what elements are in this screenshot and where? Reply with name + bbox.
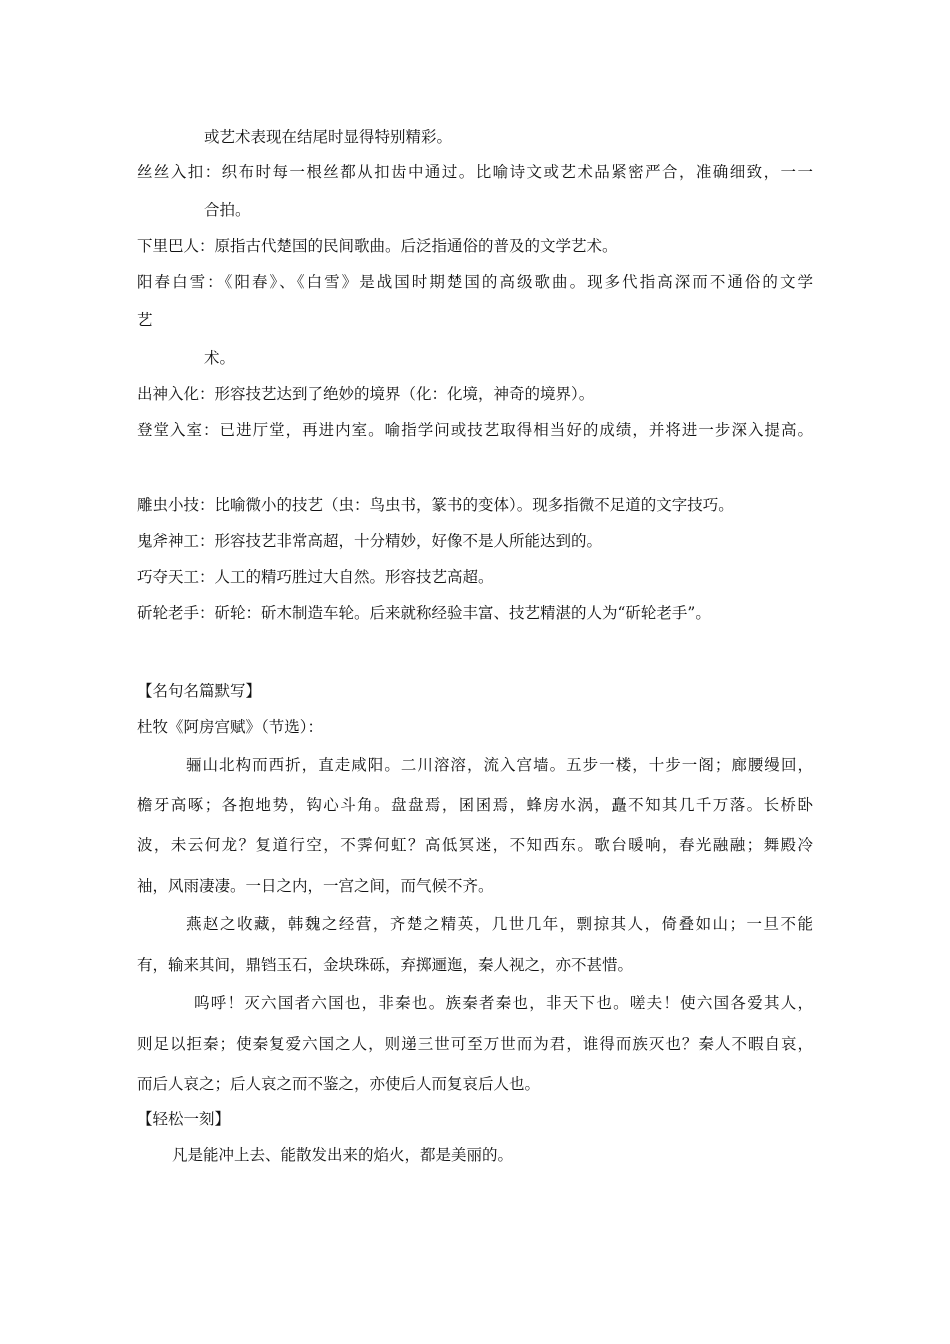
poem-line: 则足以拒秦；使秦复爱六国之人，则递三世可至万世而为君，谁得而族灭也？秦人不暇自哀， [137,1035,813,1053]
relax-text: 凡是能冲上去、能散发出来的焰火，都是美丽的。 [172,1146,514,1164]
section-heading-recitation: 【名句名篇默写】 [137,682,262,700]
poem-line: 袖，风雨凄凄。一日之内，一宫之间，而气候不齐。 [137,877,494,895]
idiom-dengtang-rushi: 登堂入室：已进厅堂，再进内室。喻指学问或技艺取得相当好的成绩，并将进一步深入提高。 [137,421,813,439]
idiom-diaochong-xiaoji: 雕虫小技：比喻微小的技艺（虫：鸟虫书，篆书的变体）。现多指微不足道的文字技巧。 [137,496,734,514]
poem-line: 呜呼！灭六国者六国也，非秦也。族秦者秦也，非天下也。嗟夫！使六国各爱其人， [194,994,813,1012]
poem-line: 而后人哀之；后人哀之而不鉴之，亦使后人而复哀后人也。 [137,1075,541,1093]
idiom-qiaoduo-tiangong: 巧夺天工：人工的精巧胜过大自然。形容技艺高超。 [137,568,494,586]
idiom-sisi-ruokou: 丝丝入扣：织布时每一根丝都从扣齿中通过。比喻诗文或艺术品紧密严合，准确细致，一一 [137,163,813,181]
idiom-yangchun-baixue-cont2: 术。 [204,349,236,367]
idiom-continuation: 或艺术表现在结尾时显得特别精彩。 [204,128,453,146]
poem-source: 杜牧《阿房宫赋》（节选）： [137,718,324,736]
idiom-yangchun-baixue-cont1: 艺 [137,311,153,329]
poem-line: 燕赵之收藏，韩魏之经营，齐楚之精英，几世几年，剽掠其人，倚叠如山；一旦不能 [186,915,813,933]
poem-line: 有，输来其间，鼎铛玉石，金块珠砾，弃掷逦迤，秦人视之，亦不甚惜。 [137,956,634,974]
idiom-sisi-ruokou-cont: 合拍。 [204,201,251,219]
idiom-yangchun-baixue: 阳春白雪：《阳春》、《白雪》是战国时期楚国的高级歌曲。现多代指高深而不通俗的文学 [137,273,813,291]
idiom-chushen-ruhua: 出神入化：形容技艺达到了绝妙的境界（化：化境，神奇的境界）。 [137,385,595,403]
idiom-zhuolun-laoshou: 斫轮老手：斫轮：斫木制造车轮。后来就称经验丰富、技艺精湛的人为“斫轮老手”。 [137,604,711,622]
poem-line: 波，未云何龙？复道行空，不霁何虹？高低冥迷，不知西东。歌台暖响，春光融融；舞殿冷 [137,836,813,854]
section-heading-relax: 【轻松一刻】 [137,1110,231,1128]
idiom-xiali-baren: 下里巴人：原指古代楚国的民间歌曲。后泛指通俗的普及的文学艺术。 [137,237,618,255]
idiom-guifu-shengong: 鬼斧神工：形容技艺非常高超，十分精妙，好像不是人所能达到的。 [137,532,603,550]
poem-line: 骊山北构而西折，直走咸阳。二川溶溶，流入宫墙。五步一楼，十步一阁；廊腰缦回， [186,756,813,774]
poem-line: 檐牙高啄；各抱地势，钩心斗角。盘盘焉，囷囷焉，蜂房水涡，矗不知其几千万落。长桥卧 [137,796,813,814]
